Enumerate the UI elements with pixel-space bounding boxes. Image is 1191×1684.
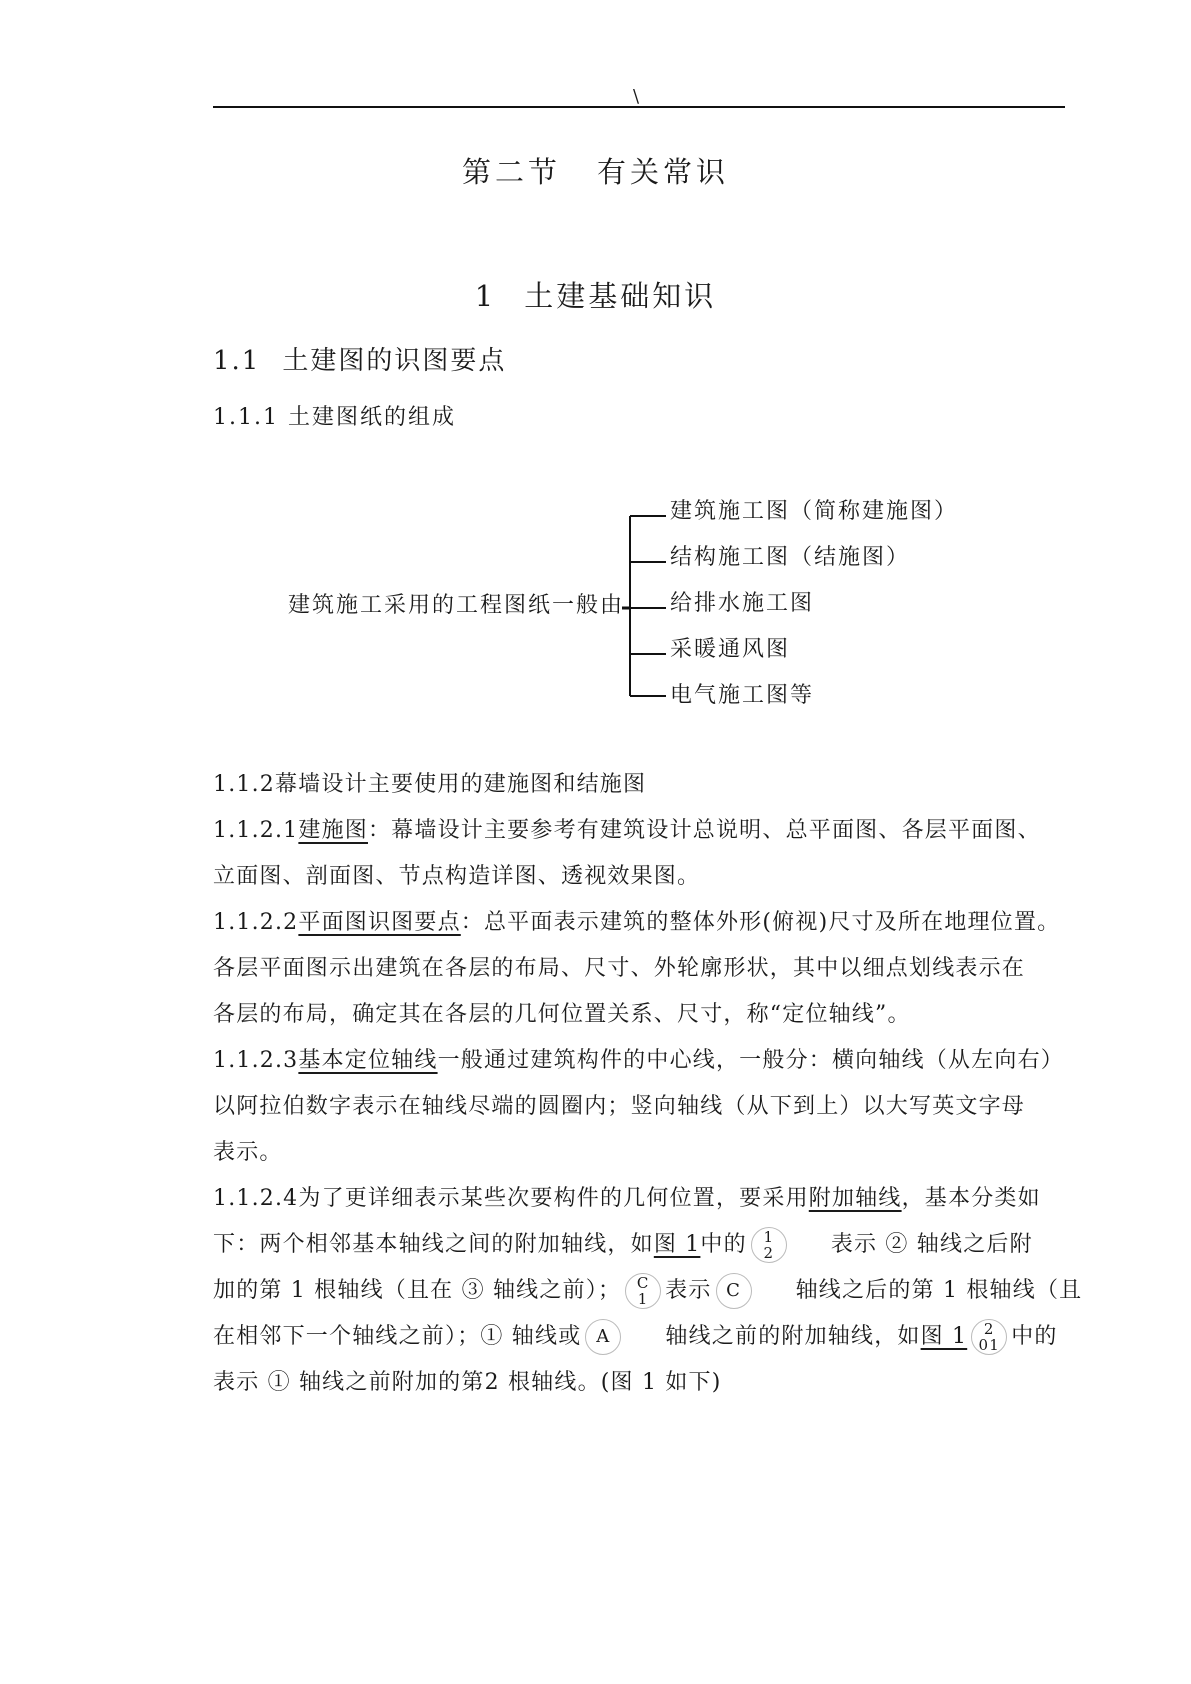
paragraph-text: 以阿拉伯数字表示在轴线尽端的圆圈内；竖向轴线（从下到上）以大写英文字母 bbox=[213, 1094, 1026, 1119]
term-underlined: 基本定位轴线 bbox=[298, 1048, 438, 1073]
paragraph-text: ，基本分类如 bbox=[901, 1186, 1041, 1211]
clause-number: 1.1.2.3 bbox=[213, 1048, 299, 1073]
paragraph-text: 表示 ① 轴线之前附加的第2 根轴线。(图 1 如下) bbox=[213, 1370, 722, 1395]
paragraph-1-1-2-1 bbox=[213, 808, 1065, 900]
chapter-text: 土建基础知识 bbox=[524, 279, 717, 313]
heading-1-1-text: 土建图的识图要点 bbox=[282, 346, 507, 376]
paragraph-text: 各层平面图示出建筑在各层的布局、尺寸、外轮廓形状，其中以细点划线表示在 bbox=[213, 956, 1026, 981]
paragraph-1-1-2-4 bbox=[213, 1176, 1083, 1406]
paragraph-text: 中的 bbox=[1011, 1324, 1058, 1349]
tree-item: 采暖通风图 bbox=[670, 637, 791, 662]
axis-symbol: C bbox=[716, 1273, 752, 1309]
axis-symbol: A bbox=[585, 1319, 621, 1355]
clause-number: 1.1.2.4 bbox=[213, 1186, 299, 1211]
term-underlined: 建施图 bbox=[298, 818, 368, 843]
paragraph-text: 在相邻下一个轴线之前）；① 轴线或 bbox=[213, 1324, 582, 1349]
paragraph-text: 表示 bbox=[665, 1278, 712, 1303]
tree-item: 建筑施工图（简称建施图） bbox=[670, 499, 959, 524]
paragraph-1-1-2-3 bbox=[213, 1038, 1065, 1176]
paragraph-text: 表示 ② 轴线之后附 bbox=[830, 1232, 1033, 1257]
tree-stem-label: 建筑施工采用的工程图纸一般由 bbox=[288, 593, 625, 618]
section-title bbox=[0, 150, 1191, 191]
term-underlined: 附加轴线 bbox=[808, 1186, 902, 1211]
paragraph-text: 立面图、剖面图、节点构造详图、透视效果图。 bbox=[213, 864, 701, 889]
paragraph-text: 各层的布局，确定其在各层的几何位置关系、尺寸，称“定位轴线”。 bbox=[213, 1002, 911, 1027]
heading-1-1-1: 1.1.1 土建图纸的组成 bbox=[213, 405, 456, 430]
tree-item: 电气施工图等 bbox=[670, 683, 815, 708]
heading-1-1-number: 1.1 bbox=[213, 346, 261, 376]
paragraph-text: 表示。 bbox=[213, 1140, 283, 1165]
paragraph-1-1-2-2 bbox=[213, 900, 1065, 1038]
axis-symbol-bottom: 2 bbox=[763, 1244, 775, 1262]
axis-symbol-top: 2 bbox=[983, 1320, 995, 1338]
clause-number: 1.1.2.2 bbox=[213, 910, 299, 935]
figure-reference: 图 1 bbox=[920, 1324, 968, 1349]
paragraph-text: ：幕墙设计主要参考有建筑设计总说明、总平面图、各层平面图、 bbox=[367, 818, 1041, 843]
paragraph-text: 中的 bbox=[700, 1232, 747, 1257]
axis-symbol-bottom: 1 bbox=[637, 1290, 649, 1308]
heading-1-1 bbox=[213, 340, 506, 377]
axis-symbol-bottom: 01 bbox=[978, 1336, 1000, 1354]
chapter-title bbox=[0, 274, 1191, 315]
paragraph-1-1-2: 1.1.2幕墙设计主要使用的建施图和结施图 bbox=[213, 772, 647, 797]
figure-reference: 图 1 bbox=[653, 1232, 701, 1257]
axis-symbol bbox=[971, 1319, 1007, 1355]
tree-item: 结构施工图（结施图） bbox=[670, 545, 911, 570]
tree-bracket bbox=[622, 486, 670, 706]
paragraph-text: 一般通过建筑构件的中心线，一般分：横向轴线（从左向右） bbox=[437, 1048, 1064, 1073]
section-title-number: 第二节 bbox=[461, 155, 561, 189]
axis-symbol-top: 1 bbox=[763, 1228, 775, 1246]
paragraph-text: 加的第 1 根轴线（且在 ③ 轴线之前）； bbox=[213, 1278, 622, 1303]
paragraph-text: 轴线之后的第 1 根轴线（且 bbox=[795, 1278, 1083, 1303]
axis-symbol bbox=[751, 1227, 787, 1263]
chapter-number: 1 bbox=[474, 279, 497, 313]
term-underlined: 平面图识图要点 bbox=[298, 910, 461, 935]
clause-number: 1.1.2.1 bbox=[213, 818, 299, 843]
section-title-text: 有关常识 bbox=[597, 155, 730, 189]
paragraph-text: 轴线之前的附加轴线，如 bbox=[665, 1324, 921, 1349]
paragraph-text: ：总平面表示建筑的整体外形(俯视)尺寸及所在地理位置。 bbox=[460, 910, 1061, 935]
header-mark: \ bbox=[633, 86, 640, 107]
tree-item: 给排水施工图 bbox=[670, 591, 815, 616]
paragraph-text: 为了更详细表示某些次要构件的几何位置，要采用 bbox=[298, 1186, 809, 1211]
paragraph-text: 下：两个相邻基本轴线之间的附加轴线，如 bbox=[213, 1232, 654, 1257]
axis-symbol-top: C bbox=[636, 1274, 650, 1292]
axis-symbol bbox=[625, 1273, 661, 1309]
